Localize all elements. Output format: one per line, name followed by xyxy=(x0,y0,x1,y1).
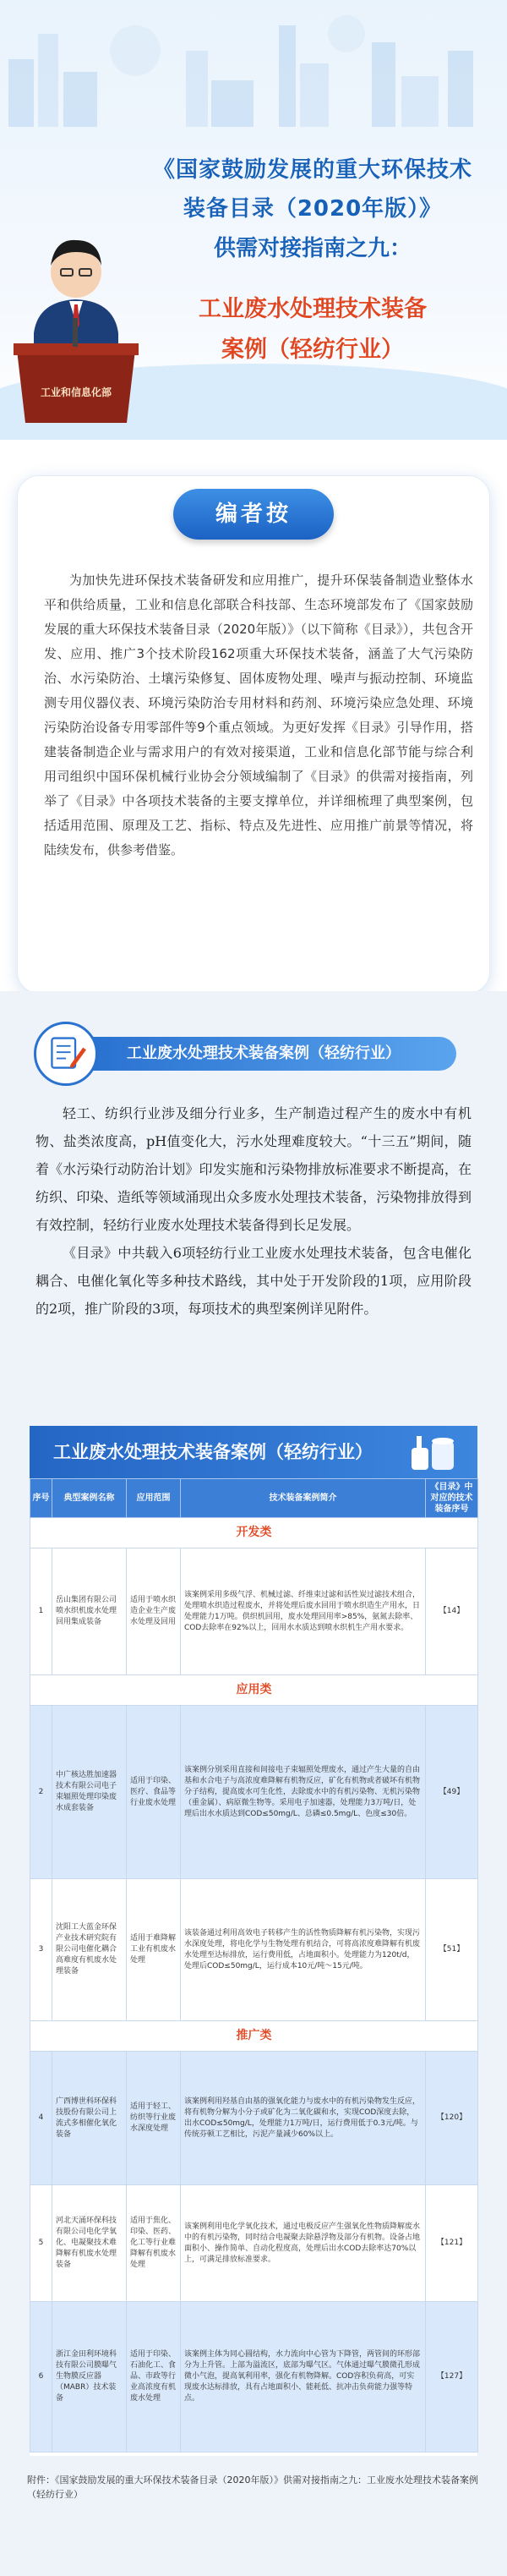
cell-no: 3 xyxy=(30,1879,52,2021)
cell-ref: 【49】 xyxy=(426,1706,478,1879)
cell-scope: 适用于喷水织造企业生产废水处理及回用 xyxy=(127,1548,181,1675)
section-paragraph-2: 《目录》中共载入6项轻纺行业工业废水处理技术装备，包含电催化耦合、电催化氧化等多种技术路线，其中处于开发阶段的1项，应用阶段的2项，推广阶段的3项，每项技术的典型案例详见附件。 xyxy=(35,1245,472,1317)
header-banner xyxy=(0,0,507,441)
table-title xyxy=(30,1426,477,1478)
cell-ref: 【51】 xyxy=(426,1879,478,2021)
table-row xyxy=(30,1879,478,2021)
section-heading xyxy=(34,1022,490,1081)
section-body xyxy=(35,1099,472,1323)
table-header-row xyxy=(30,1479,478,1518)
title-line-3: 供需对接指南之九： xyxy=(213,236,412,261)
editor-note-text: 为加快先进环保技术装备研发和应用推广，提升环保装备制造业整体水平和供给质量，工业和信息化部联合科技部、生态环境部发布了《国家鼓励发展的重大环保技术装备目录（2020年版）》（以下简称《目录》），共包含开发、应用、推广3个技术阶段162项重大环保技术装备，涵盖了大气污染防治、水污染防治、土壤污染修复、固体废物处理、噪声与振动控制、环境监测专用仪器仪表、环境污染防治专用材料和药剂、环境污染应急处理、环境污染防治设备专用零部件等9个重点领域。为更好发挥《目录》引导作用，搭建装备制造企业与需求用户的有效对接渠道，工业和信息化部节能与综合利用司组织中国环保机械行业协会分领域编制了《目录》的供需对接指南，列举了《目录》中各项技术装备的主要支撑单位，并详细梳理了典型案例，包括适用范围、原理及工艺、指标、特点及先进性、应用推广前景等情况，将陆续发布，供参考借鉴。 xyxy=(44,573,473,858)
attachment-footnote: 附件：《国家鼓励发展的重大环保技术装备目录（2020年版）》供需对接指南之九：工业废水处理技术装备案例（轻纺行业） xyxy=(27,2475,478,2500)
factory-tank-icon xyxy=(408,1433,459,1472)
case-table-card xyxy=(30,1426,477,2456)
section-paragraph-1: 轻工、纺织行业涉及细分行业多，生产制造过程产生的废水中有机物、盐类浓度高，pH值变化大，污水处理难度较大。“十三五”期间，随着《水污染行动防治计划》印发实施和污染物排放标准要求不断提高，在纺织、印染、造纸等领域涌现出众多废水处理技术装备，污染物排放得到有效控制，轻纺行业废水处理技术装备得到长足发展。 xyxy=(35,1105,472,1233)
cell-name: 岳山集团有限公司喷水织机废水处理回用集成装备 xyxy=(52,1548,127,1675)
cell-ref: 【121】 xyxy=(426,2185,478,2302)
city-skyline-illustration xyxy=(0,0,507,127)
cell-no: 6 xyxy=(30,2302,52,2453)
subtitle-line-1: 工业废水处理技术装备 xyxy=(199,296,427,322)
table-row xyxy=(30,2302,478,2453)
editor-note-badge: 编者按 xyxy=(173,489,334,540)
cell-scope: 适用于难降解工业有机废水处理 xyxy=(127,1879,181,2021)
cell-name: 沈阳工大蓝金环保产业技术研究院有限公司电催化耦合高难度有机废水处理装备 xyxy=(52,1879,127,2021)
category-label: 推广类 xyxy=(30,2021,478,2052)
cell-intro: 该案例采用多级气浮、机械过滤、纤维束过滤和活性炭过滤技术组合，处理喷水织造过程废水，并将处理后废水回用于喷水织造生产用水，日处理能力1万吨。供织机回用，废水处理回用率>85%，氨氮去除率、COD去除率在92%以上，回用水水质达到喷水织机生产用水要求。 xyxy=(181,1548,426,1675)
header-no: 序号 xyxy=(30,1479,52,1518)
title-line-2: 装备目录（2020年版）》 xyxy=(183,196,443,222)
table-row xyxy=(30,2052,478,2185)
cell-intro: 该装备通过利用高效电子转移产生的活性物质降解有机污染物，实现污水深度处理，将电化学与生物处理有机结合，可将高浓度难降解有机废水处理至达标排放，运行费用低，占地面积小。处理能力为120t/d，处理后COD≤50mg/L，运行成本10元/吨～15元/吨。 xyxy=(181,1879,426,2021)
category-row-dev xyxy=(30,1518,478,1548)
cell-intro: 该案例利用羟基自由基的强氧化能力与废水中的有机污染物发生反应，将有机物分解为小分子或矿化为二氧化碳和水，实现COD深度去除，出水COD≤50mg/L，处理能力1万吨/日，运行费用低于0.3元/吨。与传统芬顿工艺相比，污泥产量减少60%以上。 xyxy=(181,2052,426,2185)
case-table xyxy=(30,1478,478,2453)
cell-no: 4 xyxy=(30,2052,52,2185)
table-title-text: 工业废水处理技术装备案例（轻纺行业） xyxy=(53,1442,373,1462)
podium-label: 工业和信息化部 xyxy=(40,386,112,398)
cell-scope: 适用于印染、医疗、食品等行业废水处理 xyxy=(127,1706,181,1879)
cell-ref: 【127】 xyxy=(426,2302,478,2453)
cell-ref: 【14】 xyxy=(426,1548,478,1675)
main-title xyxy=(127,151,499,370)
table-row xyxy=(30,1706,478,1879)
category-row-promo xyxy=(30,2021,478,2052)
cell-name: 浙江金田利环境科技有限公司膜曝气生物膜反应器（MABR）技术装备 xyxy=(52,2302,127,2453)
cell-intro: 该案例分别采用直接和间接电子束辐照处理废水，通过产生大量的自由基和水合电子与高浓度难降解有机物反应，矿化有机物或者破坏有机物分子结构，提高废水可生化性，去除废水中的有机污染物、无机污染物（重金属）、病原微生物等。采用电子加速器，处理能力3万吨/日，处理后出水水质达到COD≤50mg/L、总磷≤0.5mg/L、色度≤30倍。 xyxy=(181,1706,426,1879)
cell-intro: 该案例利用电化学氧化技术，通过电极反应产生强氧化性物质降解废水中的有机污染物，同时结合电凝聚去除悬浮物及部分有机物。设备占地面积小、操作简单、自动化程度高，处理后出水COD去除率达70%以上，可满足排放标准要求。 xyxy=(181,2185,426,2302)
category-label: 应用类 xyxy=(30,1675,478,1706)
category-label: 开发类 xyxy=(30,1518,478,1548)
cell-no: 1 xyxy=(30,1548,52,1675)
title-line-1: 《国家鼓励发展的重大环保技术 xyxy=(152,157,472,183)
header-scope: 应用范围 xyxy=(127,1479,181,1518)
table-row xyxy=(30,2185,478,2302)
subtitle-line-2: 案例（轻纺行业） xyxy=(221,337,404,363)
table-row xyxy=(30,1548,478,1675)
section-heading-label: 工业废水处理技术装备案例（轻纺行业） xyxy=(93,1037,456,1071)
cell-scope: 适用于焦化、印染、医药、化工等行业难降解有机废水处理 xyxy=(127,2185,181,2302)
cell-scope: 适用于轻工、纺织等行业废水深度处理 xyxy=(127,2052,181,2185)
header-ref: 《目录》中对应的技术装备序号 xyxy=(426,1479,478,1518)
cell-name: 中广核达胜加速器技术有限公司电子束辐照处理印染废水成套装备 xyxy=(52,1706,127,1879)
cell-intro: 该案例主体为同心圆结构，水力流向中心管为下降管，两管间的环形部分为上升管。上部为溢流区，底部为曝气区。气体通过曝气膜微孔形成微小气泡，提高氧利用率，强化有机物降解。COD容积负荷高，可实现废水达标排放，具有占地面积小、能耗低、抗冲击负荷能力强等特点。 xyxy=(181,2302,426,2453)
pen-document-icon xyxy=(34,1022,98,1086)
cell-name: 广西博世科环保科技股份有限公司上流式多相催化氧化装备 xyxy=(52,2052,127,2185)
cell-ref: 【120】 xyxy=(426,2052,478,2185)
cell-name: 河北天涌环保科技有限公司电化学氧化、电凝聚技术难降解有机废水处理装备 xyxy=(52,2185,127,2302)
header-intro: 技术装备案例简介 xyxy=(181,1479,426,1518)
category-row-app xyxy=(30,1675,478,1706)
header-name: 典型案例名称 xyxy=(52,1479,127,1518)
cell-no: 2 xyxy=(30,1706,52,1879)
cell-no: 5 xyxy=(30,2185,52,2302)
cell-scope: 适用于印染、石油化工、食品、市政等行业高浓度有机废水处理 xyxy=(127,2302,181,2453)
